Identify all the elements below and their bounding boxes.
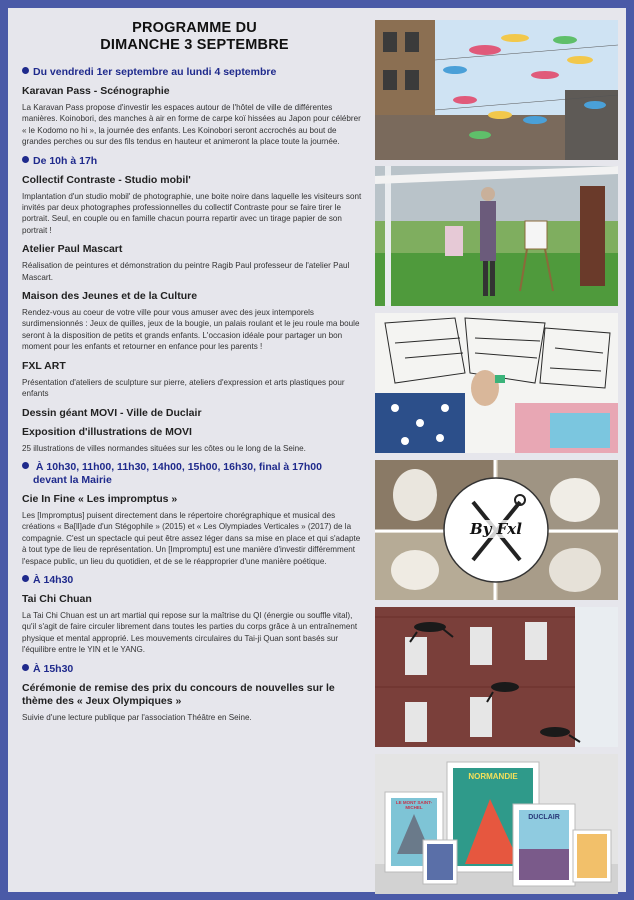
poster-normandie-label: NORMANDIE (468, 772, 518, 781)
event-description: 25 illustrations de villes normandes situées sur les côtes ou le long de la Seine. (22, 443, 306, 453)
event-description: La Tai Chi Chuan est un art martial qui repose sur la maîtrise du QI (énergie ou souffle vital), qu'il s'agit de faire circuler librement dans toutes les parties du corps grâce à un entraînement physique et mental approprié. Les mouvements circulaires du Tai-ji Quan sont basés sur l'équilibre entre le YIN et le YANG. (22, 610, 358, 655)
schedule-when-place: devant la Mairie (33, 473, 112, 486)
event-heading: Exposition d'illustrations de MOVI (22, 425, 192, 438)
event-description: La Karavan Pass propose d'investir les espaces autour de l'hôtel de ville de différentes manières. Koinobori, des manches à air en forme de carpe koï hissées au Japon pour célébrer « le Kodomo no hi », la journée des enfants. Les Koinobori seront accrochés au bout de grandes perches ou sur des fils tendus en hauteur et animeront la place toute la journée. (22, 103, 361, 147)
giant-drawing-photo (375, 313, 618, 453)
painter-photo (375, 166, 618, 306)
sculpture-logo-photo (375, 460, 618, 600)
poster-duclair-label: DUCLAIR (528, 814, 560, 821)
event-heading: Atelier Paul Mascart (22, 243, 123, 256)
event-heading: Cie In Fine « Les impromptus » (22, 492, 178, 505)
page-title (22, 20, 367, 54)
posters-photo (375, 754, 618, 894)
programme-text-column (22, 18, 367, 890)
dancers-building-photo (375, 607, 618, 747)
event-description: Implantation d'un studio mobil' de photographie, une boite noire dans laquelle les visiteurs sont invités par deux photographes professionnelles du collectif Contraste pour se faire tirer le portrait. Seul, en couple ou en famille chacun pourra repartir avec un tirage papier de son portrait ! (22, 191, 362, 235)
schedule-when: À 14h30 (22, 574, 367, 587)
event-description: Rendez-vous au coeur de votre ville pour vous amuser avec des jeux intemporels surdimensionnés : Jeux de quilles, jeux de la bougie, un palais roulant et le jeu roule ma boule seront à la disposition de petits et grands enfants. L'occasion idéale pour partager un bon moment pour les enfants et retourner en enfance pour les parents ! (22, 308, 360, 352)
event-heading: Tai Chi Chuan (22, 592, 92, 605)
event-description: Les [Impromptus] puisent directement dans le répertoire chorégraphique et musical des créations « Ba[ll]ade d'un Stégophile » (2015) et « Les Olympiades Verticales » (2017) de la compagnie. C'est un spectacle qui peut être assez léger dans sa mise en place et qui s'adapte à tout type de lieu de représentation. Un [Impromptu] est une manière d'investir différemment l'espace public, un lieu du quotidien, et de se le réapproprier d'une manière poétique. (22, 510, 361, 566)
title-line-2: DIMANCHE 3 SEPTEMBRE (100, 37, 289, 53)
event-heading: Karavan Pass - Scénographie (22, 85, 170, 97)
event-heading: FXL ART (22, 359, 66, 372)
schedule-when (22, 461, 367, 487)
koinobori-photo (375, 20, 618, 160)
poster-mont-label: LE MONT SAINT-MICHEL (395, 800, 433, 810)
schedule-when: À 15h30 (22, 663, 367, 676)
event-heading: Dessin géant MOVI - Ville de Duclair (22, 406, 202, 419)
event-heading: Collectif Contraste - Studio mobil' (22, 173, 191, 186)
schedule-when: De 10h à 17h (22, 155, 367, 168)
title-line-1: PROGRAMME DU (132, 20, 257, 36)
event-description: Réalisation de peintures et démonstration du peintre Ragib Paul professeur de l'atelier Paul Mascart. (22, 261, 350, 282)
schedule-when-times: À 10h30, 11h00, 11h30, 14h00, 15h00, 16h30, final à 17h00 (35, 460, 322, 473)
event-description: Suivie d'une lecture publique par l'association Théâtre en Seine. (22, 712, 252, 722)
schedule-when: Du vendredi 1er septembre au lundi 4 septembre (22, 66, 367, 79)
event-heading: Cérémonie de remise des prix du concours de nouvelles sur le thème des « Jeux Olympiques » (22, 681, 335, 707)
programme-page (8, 8, 626, 892)
event-description: Présentation d'ateliers de sculpture sur pierre, ateliers d'expression et arts plastiques pour enfants (22, 377, 345, 399)
event-heading: Maison des Jeunes et de la Culture (22, 290, 198, 303)
logo-text: By Fxl (459, 520, 533, 538)
